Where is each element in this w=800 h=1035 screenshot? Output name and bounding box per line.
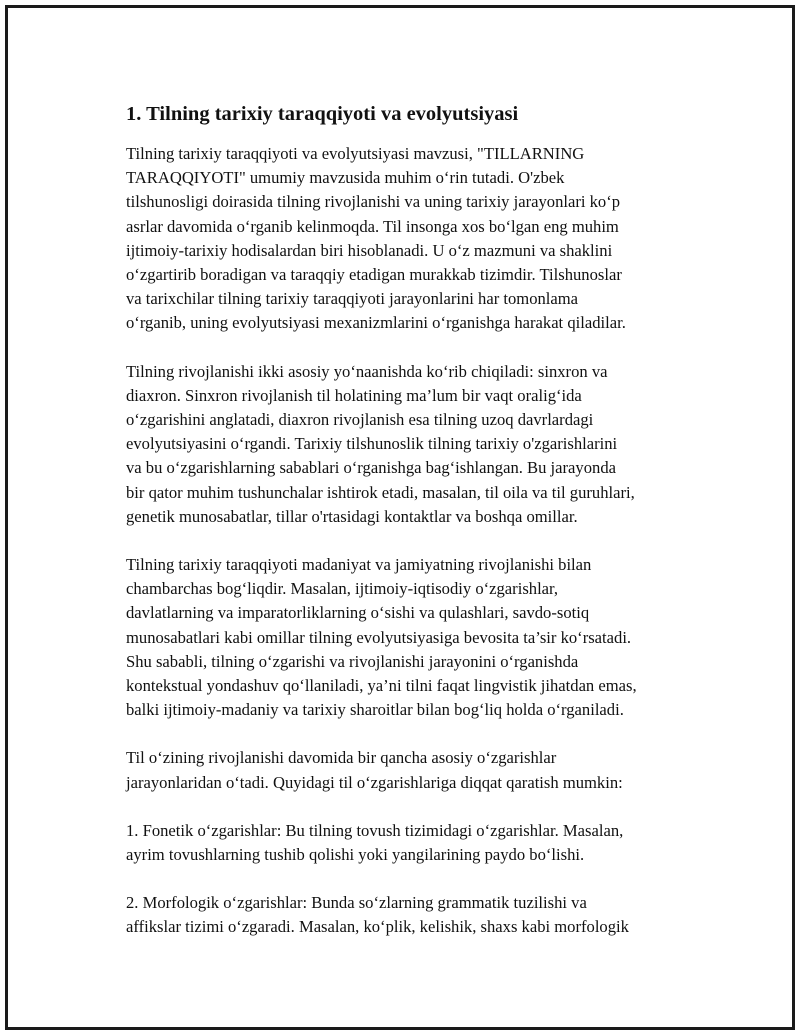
- text-line: balki ijtimoiy-madaniy va tarixiy sharoitlar bilan bog‘liq holda o‘rganiladi.: [126, 700, 624, 720]
- text-line: affikslar tizimi o‘zgaradi. Masalan, ko‘plik, kelishik, shaxs kabi morfologik: [126, 917, 629, 937]
- page-frame: [5, 5, 795, 1030]
- text-line: Tilning rivojlanishi ikki asosiy yo‘naanishda ko‘rib chiqiladi: sinxron va: [126, 361, 608, 381]
- text-line: davlatlarning va imparatorliklarning o‘sishi va qulashlari, savdo-sotiq: [126, 603, 590, 623]
- text-line: o‘zgartirib boradigan va taraqqiy etadigan murakkab tizimdir. Tilshunoslar: [126, 265, 622, 285]
- text-line: jarayonlaridan o‘tadi. Quyidagi til o‘zgarishlariga diqqat qaratish mumkin:: [126, 772, 623, 792]
- paragraph-culture-society: [126, 553, 696, 722]
- text-line: TARAQQIYOTI" umumiy mavzusida muhim o‘rin tutadi. O'zbek: [126, 168, 565, 188]
- text-line: asrlar davomida o‘rganib kelinmoqda. Til insonga xos bo‘lgan eng muhim: [126, 216, 619, 236]
- text-line: evolyutsiyasini o‘rgandi. Tarixiy tilshunoslik tilning tarixiy o'zgarishlarini: [126, 434, 618, 454]
- text-line: ijtimoiy-tarixiy hodisalardan biri hisoblanadi. U o‘z mazmuni va shaklini: [126, 240, 613, 260]
- document-body: [126, 100, 696, 964]
- paragraph-changes-intro: [126, 746, 696, 794]
- section-heading: 1. Tilning tarixiy taraqqiyoti va evolyutsiyasi: [126, 103, 519, 125]
- text-line: Tilning tarixiy taraqqiyoti madaniyat va jamiyatning rivojlanishi bilan: [126, 555, 592, 575]
- text-line: diaxron. Sinxron rivojlanish til holatining ma’lum bir vaqt oralig‘ida: [126, 385, 582, 405]
- text-line: ayrim tovushlarning tushib qolishi yoki yangilarining paydo bo‘lishi.: [126, 845, 585, 865]
- text-line: genetik munosabatlar, tillar o'rtasidagi kontaktlar va boshqa omillar.: [126, 506, 578, 526]
- paragraph-intro: [126, 142, 696, 336]
- text-line: kontekstual yondashuv qo‘llaniladi, ya’ni tilni faqat lingvistik jihatdan emas,: [126, 676, 637, 696]
- text-line: 1. Fonetik o‘zgarishlar: Bu tilning tovush tizimidagi o‘zgarishlar. Masalan,: [126, 820, 624, 840]
- text-line: Tilning tarixiy taraqqiyoti va evolyutsiyasi mavzusi, "TILLARNING: [126, 144, 585, 163]
- list-item-morphological: [126, 891, 696, 939]
- text-line: Shu sababli, tilning o‘zgarishi va rivojlanishi jarayonini o‘rganishda: [126, 651, 579, 671]
- text-line: 2. Morfologik o‘zgarishlar: Bunda so‘zlarning grammatik tuzilishi va: [126, 893, 587, 913]
- text-line: tilshunosligi doirasida tilning rivojlanishi va uning tarixiy jarayonlari ko‘p: [126, 192, 621, 212]
- text-line: bir qator muhim tushunchalar ishtirok etadi, masalan, til oila va til guruhlari,: [126, 482, 635, 502]
- paragraph-sinxron-diaxron: [126, 360, 696, 529]
- text-line: munosabatlari kabi omillar tilning evolyutsiyasiga bevosita ta’sir ko‘rsatadi.: [126, 627, 632, 647]
- text-line: va bu o‘zgarishlarning sabablari o‘rganishga bag‘ishlangan. Bu jarayonda: [126, 458, 616, 478]
- text-line: o‘rganib, uning evolyutsiyasi mexanizmlarini o‘rganishga harakat qiladilar.: [126, 313, 626, 333]
- text-line: Til o‘zining rivojlanishi davomida bir qancha asosiy o‘zgarishlar: [126, 748, 557, 768]
- text-line: va tarixchilar tilning tarixiy taraqqiyoti jarayonlarini har tomonlama: [126, 289, 579, 309]
- text-line: o‘zgarishini anglatadi, diaxron rivojlanish esa tilning uzoq davrlardagi: [126, 410, 594, 430]
- list-item-phonetic: [126, 819, 696, 867]
- text-line: chambarchas bog‘liqdir. Masalan, ijtimoiy-iqtisodiy o‘zgarishlar,: [126, 579, 559, 599]
